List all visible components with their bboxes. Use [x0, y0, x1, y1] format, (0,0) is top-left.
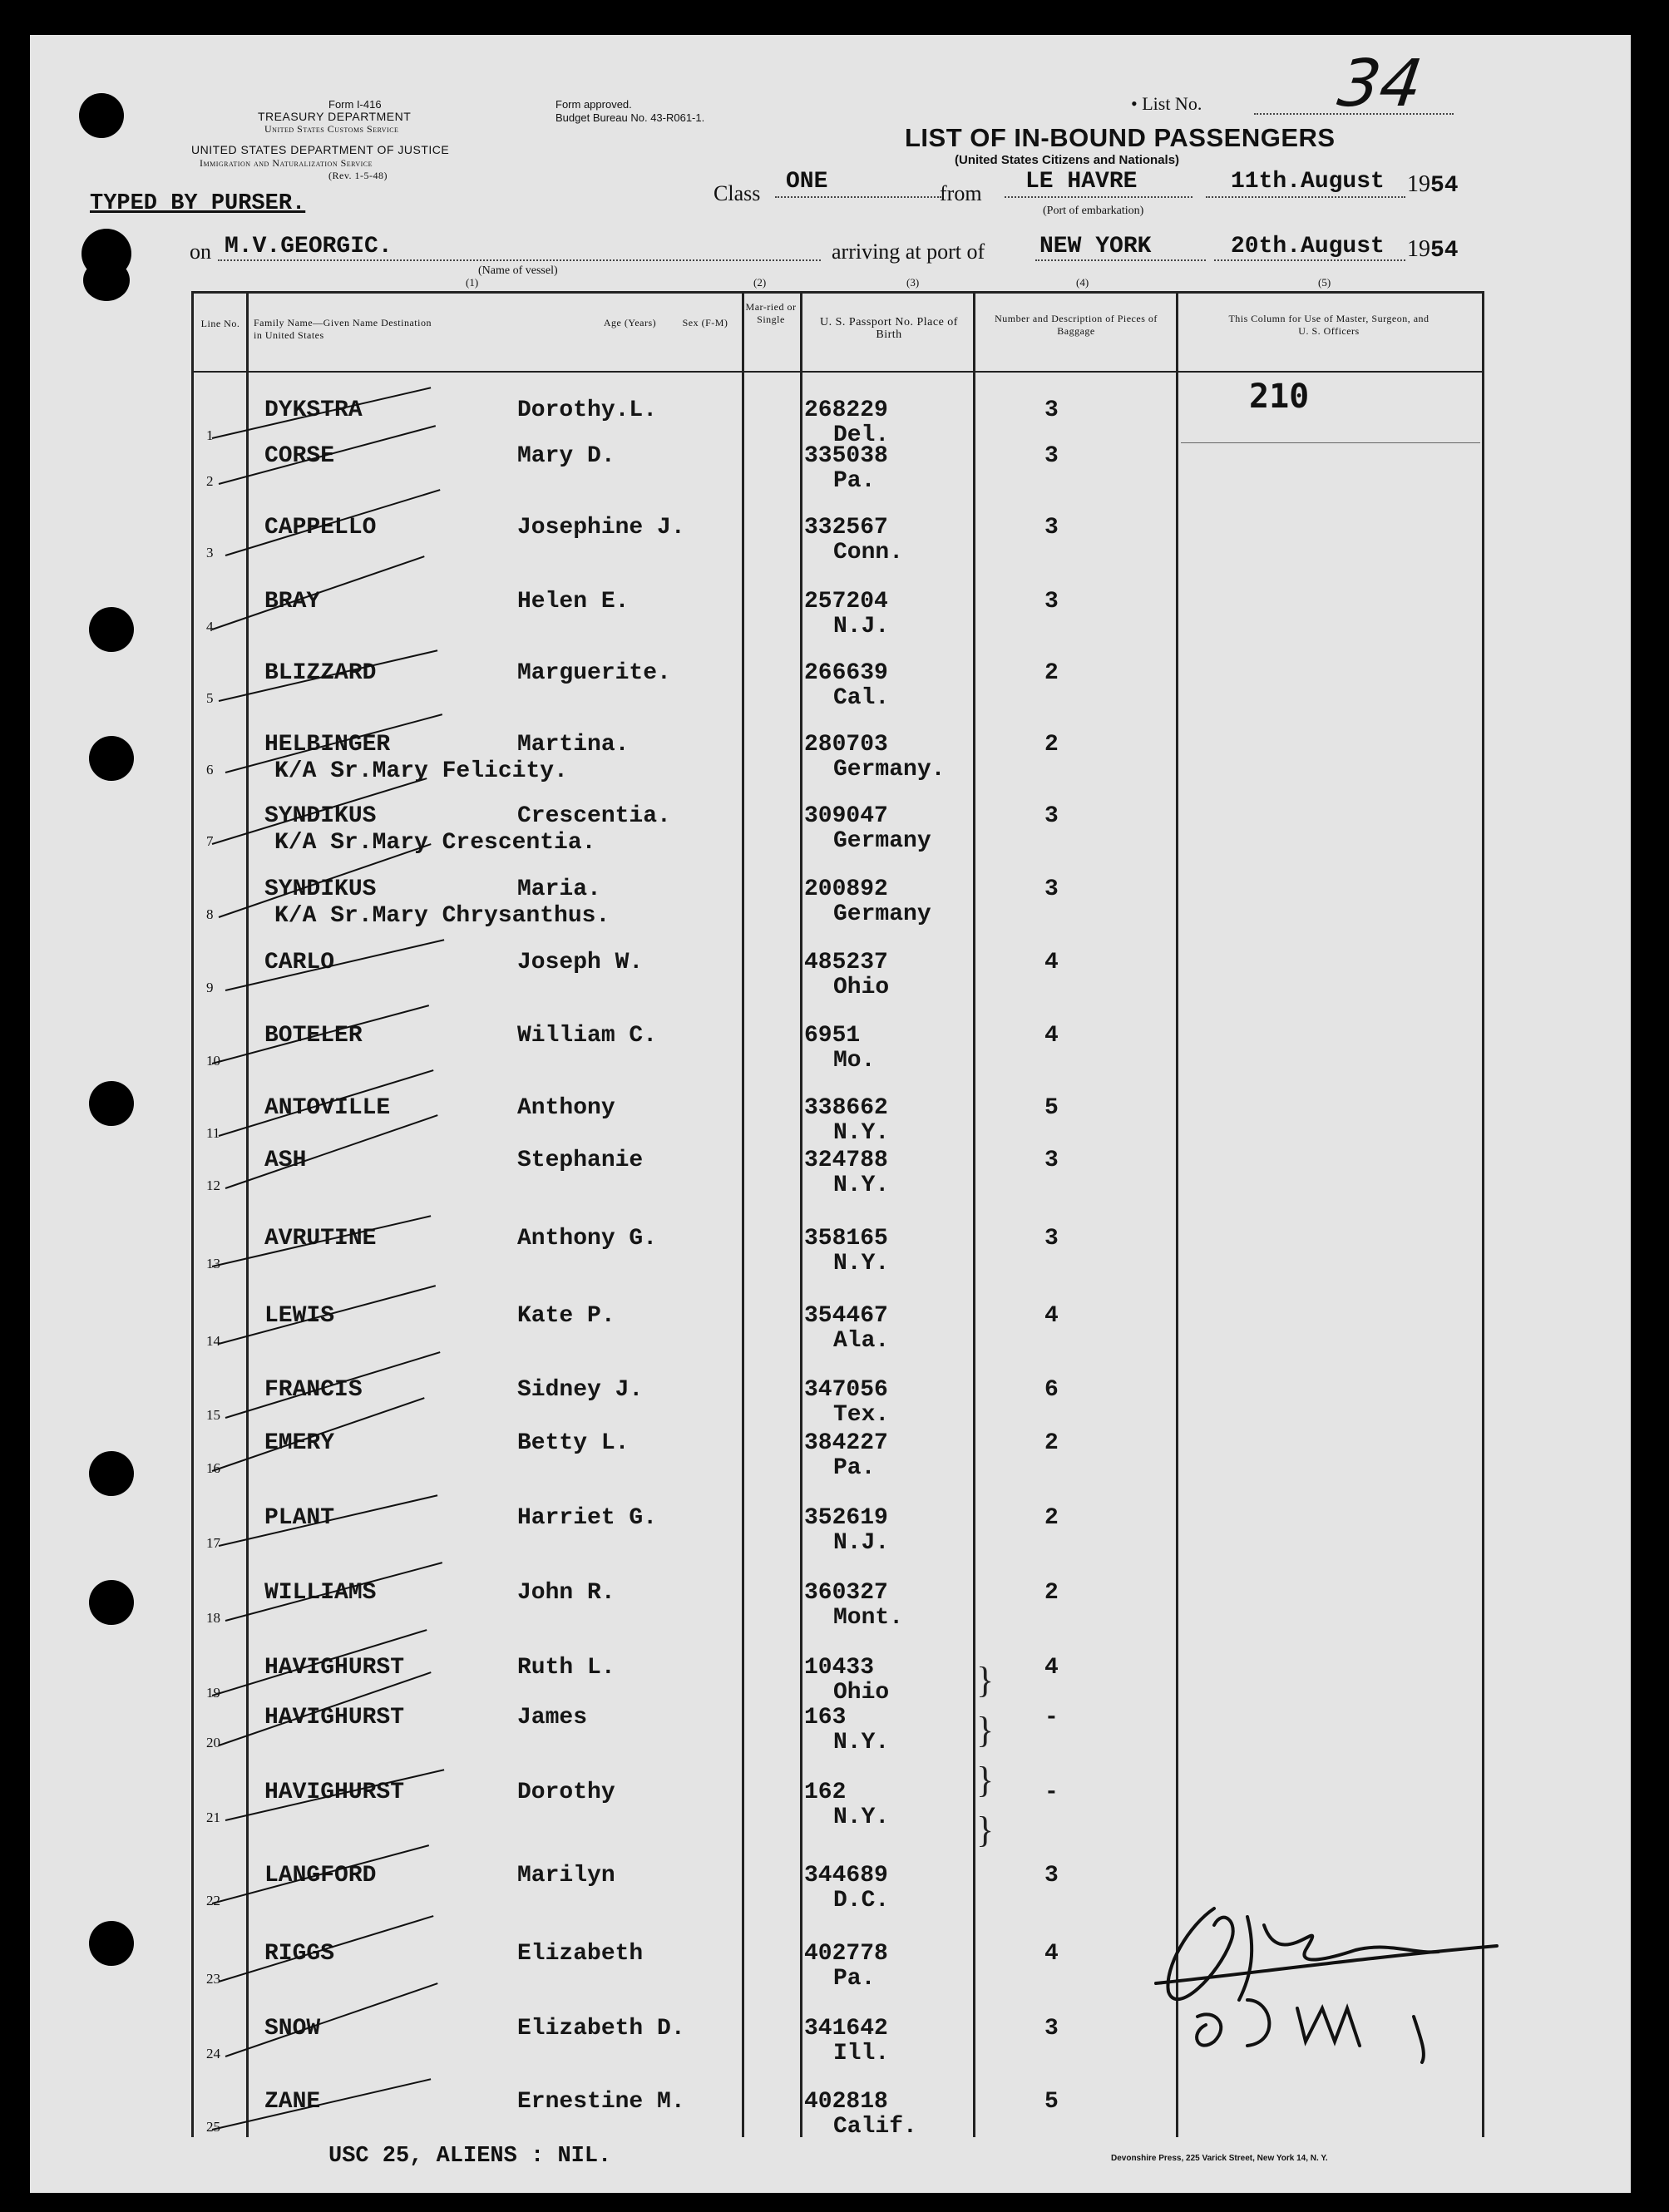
- given-name: Josephine J.: [517, 515, 685, 541]
- family-name: AVRUTINE: [264, 1226, 377, 1252]
- vessel-caption: (Name of vessel): [478, 264, 558, 277]
- baggage-count: 3: [1044, 397, 1059, 423]
- baggage-count: 5: [1044, 1095, 1059, 1121]
- punch-hole: [89, 1580, 134, 1625]
- passport-number: 335038: [804, 443, 888, 469]
- baggage-count: 3: [1044, 1863, 1059, 1889]
- baggage-count: 4: [1044, 1303, 1059, 1329]
- place-of-birth: N.Y.: [833, 1251, 890, 1276]
- baggage-count: 3: [1044, 2016, 1059, 2042]
- baggage-count: 3: [1044, 876, 1059, 902]
- line-number: 25: [206, 2119, 220, 2135]
- family-name: CARLO: [264, 950, 335, 975]
- line-number: 21: [206, 1810, 220, 1825]
- place-of-birth: Mo.: [833, 1048, 876, 1074]
- baggage-count: -: [1044, 1780, 1059, 1805]
- passport-number: 163: [804, 1705, 847, 1731]
- place-of-birth: Pa.: [833, 1455, 876, 1481]
- passport-number: 347056: [804, 1377, 888, 1403]
- embarkation-year: 1954: [1407, 171, 1459, 199]
- place-of-birth: D.C.: [833, 1888, 890, 1913]
- revision-label: (Rev. 1-5-48): [328, 170, 388, 181]
- baggage-count: 2: [1044, 660, 1059, 686]
- family-bracket: }: [976, 1660, 995, 1701]
- passport-number: 200892: [804, 876, 888, 902]
- list-number: 34: [1333, 47, 1427, 121]
- given-name: Dorothy: [517, 1780, 615, 1805]
- col-num-5: (5): [1318, 276, 1331, 289]
- family-name: EMERY: [264, 1430, 335, 1456]
- table-header-divider: [191, 371, 1484, 373]
- family-name: DYKSTRA: [264, 397, 363, 423]
- line-number: 15: [206, 1407, 220, 1423]
- place-of-birth: Ill.: [833, 2041, 890, 2066]
- baggage-count: 4: [1044, 1655, 1059, 1681]
- place-of-birth: Conn.: [833, 540, 904, 565]
- customs-label: United States Customs Service: [264, 123, 399, 135]
- place-of-birth: Calif.: [833, 2114, 917, 2140]
- line-number: 13: [206, 1256, 220, 1271]
- list-no-label: • List No.: [1131, 93, 1202, 114]
- col-num-1: (1): [466, 276, 479, 289]
- place-of-birth: Tex.: [833, 1402, 890, 1428]
- family-name: HELBINGER: [264, 732, 391, 758]
- on-label: on: [190, 239, 211, 264]
- place-of-birth: Ala.: [833, 1328, 890, 1354]
- line-number: 9: [206, 980, 214, 995]
- col-num-2: (2): [753, 276, 767, 289]
- budget-bureau: Budget Bureau No. 43-R061-1.: [556, 111, 705, 124]
- baggage-count: 3: [1044, 1226, 1059, 1252]
- arrival-port: NEW YORK: [1039, 234, 1152, 259]
- given-name: Martina.: [517, 732, 630, 758]
- passport-number: 338662: [804, 1095, 888, 1121]
- passport-number: 266639: [804, 660, 888, 686]
- line-number: 1: [206, 427, 214, 443]
- family-name: FRANCIS: [264, 1377, 363, 1403]
- punch-hole: [89, 736, 134, 781]
- place-of-birth: N.Y.: [833, 1173, 890, 1198]
- place-of-birth: Germany: [833, 828, 931, 854]
- family-name: ASH: [264, 1148, 307, 1173]
- line-number: 16: [206, 1460, 220, 1476]
- family-name: RIGGS: [264, 1941, 335, 1967]
- officer-note: 210: [1249, 378, 1310, 416]
- given-name: Crescentia.: [517, 803, 671, 829]
- line-number: 24: [206, 2046, 220, 2061]
- arrival-date: 20th.August: [1231, 234, 1385, 259]
- baggage-count: 2: [1044, 1430, 1059, 1456]
- class-value: ONE: [786, 169, 828, 195]
- baggage-count: 5: [1044, 2089, 1059, 2115]
- family-name: HAVIGHURST: [264, 1705, 405, 1731]
- place-of-birth: Pa.: [833, 468, 876, 494]
- passport-number: 402818: [804, 2089, 888, 2115]
- baggage-count: 6: [1044, 1377, 1059, 1403]
- given-name: Mary D.: [517, 443, 615, 469]
- page-title: LIST OF IN-BOUND PASSENGERS: [905, 123, 1336, 152]
- justice-label: UNITED STATES DEPARTMENT OF JUSTICE: [191, 143, 450, 156]
- place-of-birth: Mont.: [833, 1605, 904, 1631]
- form-approved: Form approved.: [556, 98, 632, 111]
- line-number: 19: [206, 1685, 220, 1701]
- family-name: BLIZZARD: [264, 660, 377, 686]
- line-number: 11: [206, 1125, 220, 1141]
- passport-number: 10433: [804, 1655, 875, 1681]
- baggage-count: 3: [1044, 803, 1059, 829]
- form-number: Form I-416: [328, 98, 382, 111]
- family-name: ANTOVILLE: [264, 1095, 391, 1121]
- given-name: Helen E.: [517, 589, 630, 615]
- header-name: Family Name—Given Name Destination in United States: [254, 317, 432, 341]
- embarkation-caption: (Port of embarkation): [1043, 205, 1144, 217]
- baggage-count: 2: [1044, 1580, 1059, 1606]
- passport-number: 344689: [804, 1863, 888, 1889]
- line-number: 5: [206, 690, 214, 706]
- punch-hole: [89, 1451, 134, 1496]
- passport-number: 332567: [804, 515, 888, 541]
- col-num-4: (4): [1076, 276, 1089, 289]
- place-of-birth: Ohio: [833, 1680, 890, 1706]
- place-of-birth: Germany.: [833, 757, 946, 783]
- line-number: 4: [206, 619, 214, 634]
- line-number: 12: [206, 1178, 220, 1193]
- family-bracket: }: [976, 1760, 995, 1800]
- passport-number: 358165: [804, 1226, 888, 1252]
- given-name: Betty L.: [517, 1430, 630, 1456]
- given-name: Marguerite.: [517, 660, 671, 686]
- place-of-birth: N.Y.: [833, 1730, 890, 1755]
- family-name: WILLIAMS: [264, 1580, 377, 1606]
- place-of-birth: Del.: [833, 422, 890, 448]
- family-name: HAVIGHURST: [264, 1780, 405, 1805]
- line-number: 7: [206, 833, 214, 849]
- line-number: 10: [206, 1053, 220, 1069]
- family-name: BRAY: [264, 589, 321, 615]
- baggage-count: 3: [1044, 589, 1059, 615]
- header-officers: This Column for Use of Master, Surgeon, and U. S. Officers: [1228, 313, 1430, 337]
- line-number: 23: [206, 1971, 220, 1987]
- punch-hole: [79, 93, 124, 138]
- treasury-label: TREASURY DEPARTMENT: [258, 110, 412, 123]
- alias-name: K/A Sr.Mary Felicity.: [274, 758, 568, 784]
- given-name: Joseph W.: [517, 950, 644, 975]
- arriving-label: arriving at port of: [832, 239, 985, 264]
- line-number: 14: [206, 1333, 220, 1349]
- place-of-birth: Pa.: [833, 1966, 876, 1992]
- family-bracket: }: [976, 1810, 995, 1850]
- header-passport: U. S. Passport No. Place of Birth: [820, 316, 958, 341]
- place-of-birth: Cal.: [833, 685, 890, 711]
- passport-number: 6951: [804, 1023, 861, 1049]
- given-name: James: [517, 1705, 588, 1731]
- place-of-birth: N.J.: [833, 1530, 890, 1556]
- family-name: PLANT: [264, 1505, 335, 1531]
- given-name: Dorothy.L.: [517, 397, 658, 423]
- baggage-count: 4: [1044, 950, 1059, 975]
- given-name: Ernestine M.: [517, 2089, 685, 2115]
- given-name: Ruth L.: [517, 1655, 615, 1681]
- family-name: ZANE: [264, 2089, 321, 2115]
- passport-number: 402778: [804, 1941, 888, 1967]
- passport-number: 360327: [804, 1580, 888, 1606]
- passport-number: 354467: [804, 1303, 888, 1329]
- given-name: John R.: [517, 1580, 615, 1606]
- place-of-birth: N.Y.: [833, 1805, 890, 1830]
- passport-number: 257204: [804, 589, 888, 615]
- line-number: 22: [206, 1893, 220, 1908]
- passport-number: 268229: [804, 397, 888, 423]
- given-name: Maria.: [517, 876, 601, 902]
- place-of-birth: N.J.: [833, 614, 890, 639]
- baggage-count: 3: [1044, 515, 1059, 541]
- punch-hole: [83, 259, 130, 301]
- printer-imprint: Devonshire Press, 225 Varick Street, New York 14, N. Y.: [1111, 2154, 1328, 2163]
- baggage-count: 3: [1044, 443, 1059, 469]
- from-label: from: [940, 181, 982, 205]
- punch-hole: [89, 607, 134, 652]
- baggage-count: 4: [1044, 1023, 1059, 1049]
- line-number: 6: [206, 762, 214, 778]
- given-name: Elizabeth D.: [517, 2016, 685, 2042]
- given-name: Marilyn: [517, 1863, 615, 1889]
- class-label: Class: [714, 181, 761, 205]
- alias-name: K/A Sr.Mary Crescentia.: [274, 830, 596, 856]
- family-name: SYNDIKUS: [264, 803, 377, 829]
- given-name: Kate P.: [517, 1303, 615, 1329]
- given-name: Stephanie: [517, 1148, 644, 1173]
- place-of-birth: N.Y.: [833, 1120, 890, 1146]
- family-name: CAPPELLO: [264, 515, 377, 541]
- passport-number: 324788: [804, 1148, 888, 1173]
- family-bracket: }: [976, 1710, 995, 1750]
- header-line-no: Line No.: [200, 318, 240, 329]
- table-top-border: [191, 291, 1484, 294]
- header-baggage: Number and Description of Pieces of Baggage: [995, 313, 1158, 337]
- passport-number: 341642: [804, 2016, 888, 2042]
- col-num-3: (3): [906, 276, 920, 289]
- baggage-count: -: [1044, 1705, 1059, 1731]
- family-name: HAVIGHURST: [264, 1655, 405, 1681]
- given-name: Elizabeth: [517, 1941, 644, 1967]
- passport-number: 384227: [804, 1430, 888, 1456]
- given-name: Sidney J.: [517, 1377, 644, 1403]
- passport-number: 352619: [804, 1505, 888, 1531]
- line-number: 2: [206, 473, 214, 489]
- typed-by-purser: TYPED BY PURSER.: [90, 191, 306, 216]
- header-married: Mar-ried or Single: [745, 301, 797, 325]
- family-name: LANGFORD: [264, 1863, 377, 1889]
- passport-number: 162: [804, 1780, 847, 1805]
- header-sex: Sex (F-M): [682, 317, 728, 328]
- line-number: 3: [206, 545, 214, 560]
- baggage-count: 2: [1044, 732, 1059, 758]
- given-name: Anthony G.: [517, 1226, 658, 1252]
- place-of-birth: Germany: [833, 901, 931, 927]
- family-name: SYNDIKUS: [264, 876, 377, 902]
- punch-hole: [89, 1921, 134, 1966]
- family-name: LEWIS: [264, 1303, 335, 1329]
- family-name: SNOW: [264, 2016, 321, 2042]
- page-subtitle: (United States Citizens and Nationals): [955, 153, 1180, 167]
- punch-hole: [89, 1081, 134, 1126]
- family-name: CORSE: [264, 443, 335, 469]
- family-name: BOTELER: [264, 1023, 363, 1049]
- given-name: Anthony: [517, 1095, 615, 1121]
- embarkation-port: LE HAVRE: [1025, 169, 1138, 195]
- line-number: 17: [206, 1535, 220, 1551]
- place-of-birth: Ohio: [833, 975, 890, 1000]
- alias-name: K/A Sr.Mary Chrysanthus.: [274, 903, 610, 929]
- baggage-count: 4: [1044, 1941, 1059, 1967]
- embarkation-date: 11th.August: [1231, 169, 1385, 195]
- given-name: Harriet G.: [517, 1505, 658, 1531]
- given-name: William C.: [517, 1023, 658, 1049]
- passport-number: 309047: [804, 803, 888, 829]
- line-number: 20: [206, 1735, 220, 1750]
- arrival-year: 1954: [1407, 236, 1459, 264]
- passport-number: 485237: [804, 950, 888, 975]
- footer-note: USC 25, ALIENS : NIL.: [328, 2144, 612, 2169]
- header-age: Age (Years): [603, 317, 657, 328]
- line-number: 8: [206, 906, 214, 922]
- line-number: 18: [206, 1610, 220, 1626]
- baggage-count: 3: [1044, 1148, 1059, 1173]
- passport-number: 280703: [804, 732, 888, 758]
- baggage-count: 2: [1044, 1505, 1059, 1531]
- inspector-signature: [1139, 1875, 1513, 2066]
- vessel-name: M.V.GEORGIC.: [225, 234, 393, 259]
- ins-label: Immigration and Naturalization Service: [200, 157, 373, 169]
